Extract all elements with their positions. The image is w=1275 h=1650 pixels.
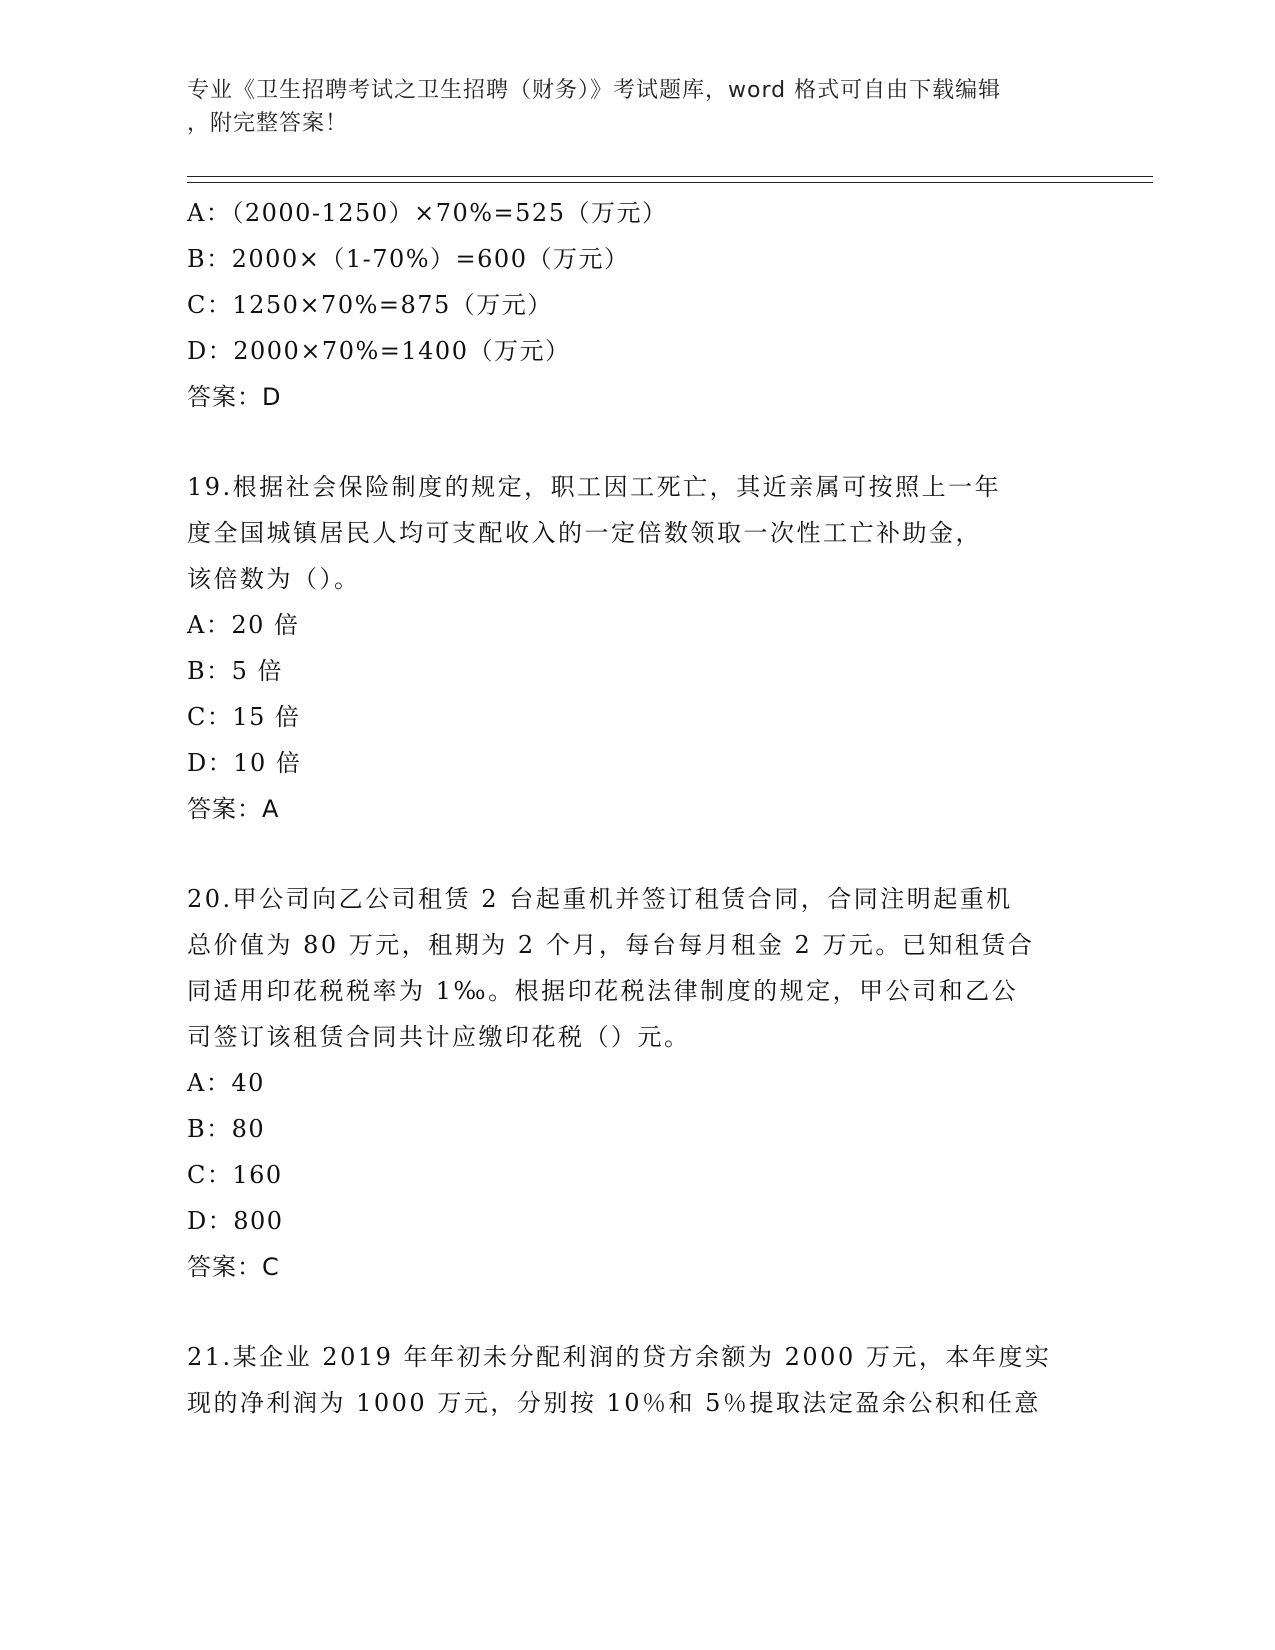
option-a: A：40 [187,1069,265,1097]
header-divider-top [187,176,1153,177]
option-c: C：160 [187,1161,283,1189]
question-text-line: 21.某企业 2019 年年初未分配利润的贷方余额为 2000 万元，本年度实 [187,1343,1052,1371]
question-20 [187,876,1087,1290]
header-divider-bottom [187,182,1153,183]
question-text-line: 现的净利润为 1000 万元，分别按 10％和 5％提取法定盈余公积和任意 [187,1389,1041,1417]
question-text-line: 司签订该租赁合同共计应缴印花税（）元。 [187,1023,691,1051]
option-d: D：10 倍 [187,749,302,777]
option-a: A：20 倍 [187,611,300,639]
question-text-line: 度全国城镇居民人均可支配收入的一定倍数领取一次性工亡补助金， [187,519,982,547]
question-19-answer: 答案：A [187,795,280,823]
question-text-line: 20.甲公司向乙公司租赁 2 台起重机并签订租赁合同，合同注明起重机 [187,885,1013,913]
option-c: C：1250×70%=875（万元） [187,291,553,319]
document-body [187,190,1087,1426]
option-a: A：（2000-1250）×70%=525（万元） [187,199,668,227]
question-21 [187,1334,1087,1426]
option-d: D：800 [187,1207,284,1235]
document-header [187,74,1067,140]
option-b: B：2000×（1-70%）=600（万元） [187,245,630,273]
question-19 [187,464,1087,832]
question-text-line: 19.根据社会保险制度的规定，职工因工死亡，其近亲属可按照上一年 [187,473,1002,501]
question-18-options [187,190,1087,374]
option-b: B：5 倍 [187,657,284,685]
question-18-answer: 答案：D [187,383,282,411]
header-line-1: 专业《卫生招聘考试之卫生招聘（财务）》考试题库，word 格式可自由下载编辑 [187,78,1002,103]
question-text-line: 同适用印花税税率为 1‰。根据印花税法律制度的规定，甲公司和乙公 [187,977,1019,1005]
option-d: D：2000×70%=1400（万元） [187,337,571,365]
option-c: C：15 倍 [187,703,301,731]
question-text-line: 该倍数为（）。 [187,565,361,593]
question-20-answer: 答案：C [187,1253,280,1281]
question-text-line: 总价值为 80 万元，租期为 2 个月，每台每月租金 2 万元。已知租赁合 [187,931,1035,959]
header-line-2: ，附完整答案！ [187,111,349,136]
option-b: B：80 [187,1115,266,1143]
